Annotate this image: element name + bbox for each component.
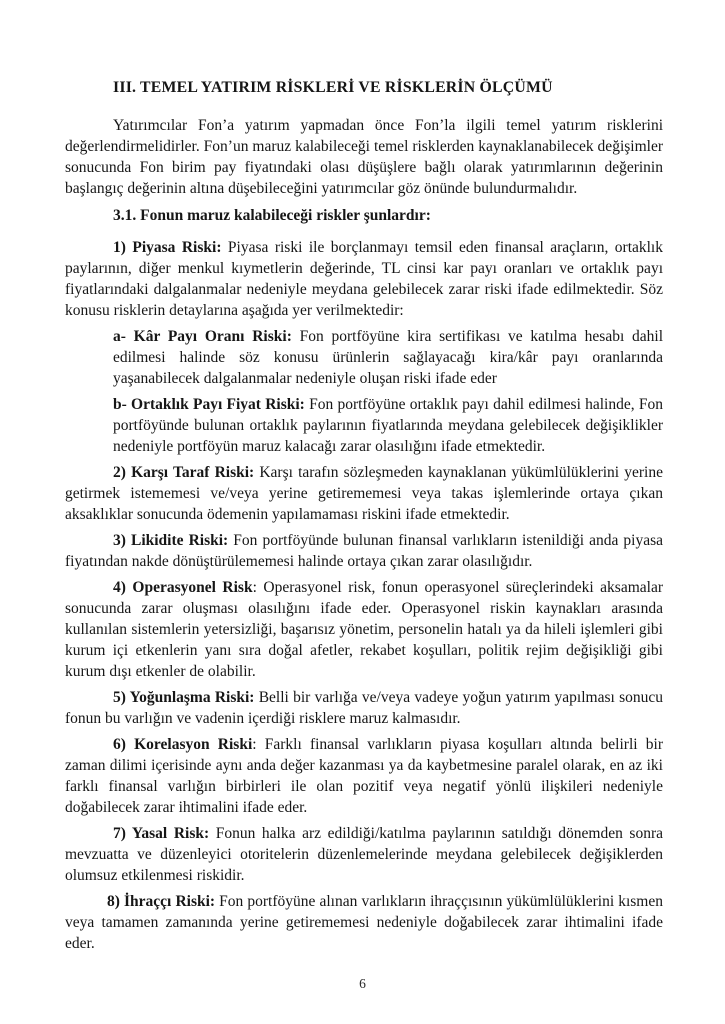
risk-subitem-a [113, 326, 663, 389]
risk-item-1-text: Piyasa riski ile borçlanmayı temsil eden finansal araçların, ortaklık paylarının, diğer menkul kıymetlerin değerinde, TL cinsi kar payı oranları ve ortaklık payı fiyatlarındaki dalgalanmalar nedeniyle meydana gelebilecek zarar riski ifade edilmektedir. Söz konusu risklerin detaylarına aşağıda yer verilmektedir: [65, 239, 663, 319]
risk-item-7-text: Fonun halka arz edildiği/katılma paylarının satıldığı dönemden sonra mevzuatta ve düzenleyici otoritelerin düzenlemelerinde meydana gelebilecek değişiklerden olumsuz etkilenmesi riskidir. [65, 825, 663, 884]
risk-item-1-lead: 1) Piyasa Riski: [113, 239, 222, 256]
risk-item-5-lead: 5) Yoğunlaşma Riski: [113, 689, 255, 706]
risk-item-3-lead: 3) Likidite Riski: [113, 532, 229, 549]
risk-item-4-text: : Operasyonel risk, fonun operasyonel süreçlerindeki aksamalar sonucunda zarar oluşması olasılığını ifade eder. Operasyonel riskin kaynakları arasında kullanılan sistemlerin yetersizliği, başarısız yönetim, personelin hatalı ya da hileli işlemleri gibi kurum içi etkenlerin yanı sıra doğal afetler, rekabet koşulları, politik rejim değişikliği gibi kurum dışı etkenler de olabilir. [65, 579, 664, 680]
risk-subitem-b [113, 394, 663, 457]
document-title: III. TEMEL YATIRIM RİSKLERİ VE RİSKLERİN ÖLÇÜMÜ [113, 79, 553, 96]
risk-item-6 [65, 734, 663, 818]
risk-subitem-b-lead: b- Ortaklık Payı Fiyat Riski: [113, 396, 305, 413]
risk-subitem-a-lead: a- Kâr Payı Oranı Riski: [113, 328, 292, 345]
risk-item-2 [65, 462, 663, 525]
risk-item-8-text: Fon portföyüne alınan varlıkların ihraççısının yükümlülüklerini kısmen veya tamamen zamanında yerine getirememesi nedeniyle doğabilecek zarar ihtimalini ifade eder. [65, 893, 663, 952]
risk-item-3 [65, 530, 663, 572]
risk-item-2-lead: 2) Karşı Taraf Riski: [113, 464, 255, 481]
risk-item-7 [65, 823, 663, 886]
page-number: 6 [359, 976, 366, 991]
risk-item-4-lead: 4) Operasyonel Risk [113, 579, 253, 596]
risk-item-4 [65, 577, 663, 682]
risk-item-5-text: Belli bir varlığa ve/veya vadeye yoğun yatırım yapılması sonucu fonun bu varlığın ve vadenin içerdiği risklere maruz kalmasıdır. [65, 689, 663, 727]
risk-subitem-a-text: Fon portföyüne kira sertifikası ve katılma hesabı dahil edilmesi halinde söz konusu ürünlerin sağlayacağı kira/kâr payı oranlarında yaşanabilecek dalgalanmalar nedeniyle oluşan riski ifade eder [113, 328, 664, 387]
section-heading-3-1: 3.1. Fonun maruz kalabileceği riskler şunlardır: [113, 207, 431, 224]
risk-item-2-text: Karşı tarafın sözleşmeden kaynaklanan yükümlülüklerini yerine getirmek istememesi ve/veya yerine getirememesi veya takas işlemlerinde ortaya çıkan aksaklıklar sonucunda ödemenin yapılamaması riskini ifade etmektedir. [65, 464, 663, 523]
risk-item-6-lead: 6) Korelasyon Riski [113, 736, 253, 753]
risk-item-3-text: Fon portföyünde bulunan finansal varlıkların istenildiği anda piyasa fiyatından nakde dönüştürülememesi halinde ortaya çıkan zarar olasılığıdır. [65, 532, 663, 570]
risk-item-7-lead: 7) Yasal Risk: [113, 825, 210, 842]
risk-item-5 [65, 687, 663, 729]
risk-item-8-lead: 8) İhraççı Riski: [107, 893, 216, 910]
risk-item-8 [65, 891, 663, 954]
risk-item-1 [65, 237, 663, 321]
intro-paragraph: Yatırımcılar Fon’a yatırım yapmadan önce Fon’la ilgili temel yatırım risklerini değerlendirmelidirler. Fon’un maruz kalabileceği temel risklerden kaynaklanabilecek değişimler sonucunda Fon birim pay fiyatındaki olası düşüşlere bağlı olarak yatırımlarının değerinin başlangıç değerinin altına düşebileceğini yatırımcılar göz önünde bulundurmalıdır. [65, 117, 663, 197]
risk-item-6-text: : Farklı finansal varlıkların piyasa koşulları altında belirli bir zaman dilimi içerisinde aynı anda değer kazanması ya da kaybetmesine paralel olarak, en az iki farklı finansal varlığın birbirleri ile olan pozitif veya negatif yönlü ilişkileri nedeniyle doğabilecek zarar ihtimalini ifade eder. [65, 736, 663, 816]
risk-subitem-b-text: Fon portföyüne ortaklık payı dahil edilmesi halinde, Fon portföyünde bulunan ortaklık paylarının fiyatlarında meydana gelebilecek değişiklikler nedeniyle portföyün maruz kalacağı zarar olasılığını ifade etmektedir. [113, 396, 663, 455]
